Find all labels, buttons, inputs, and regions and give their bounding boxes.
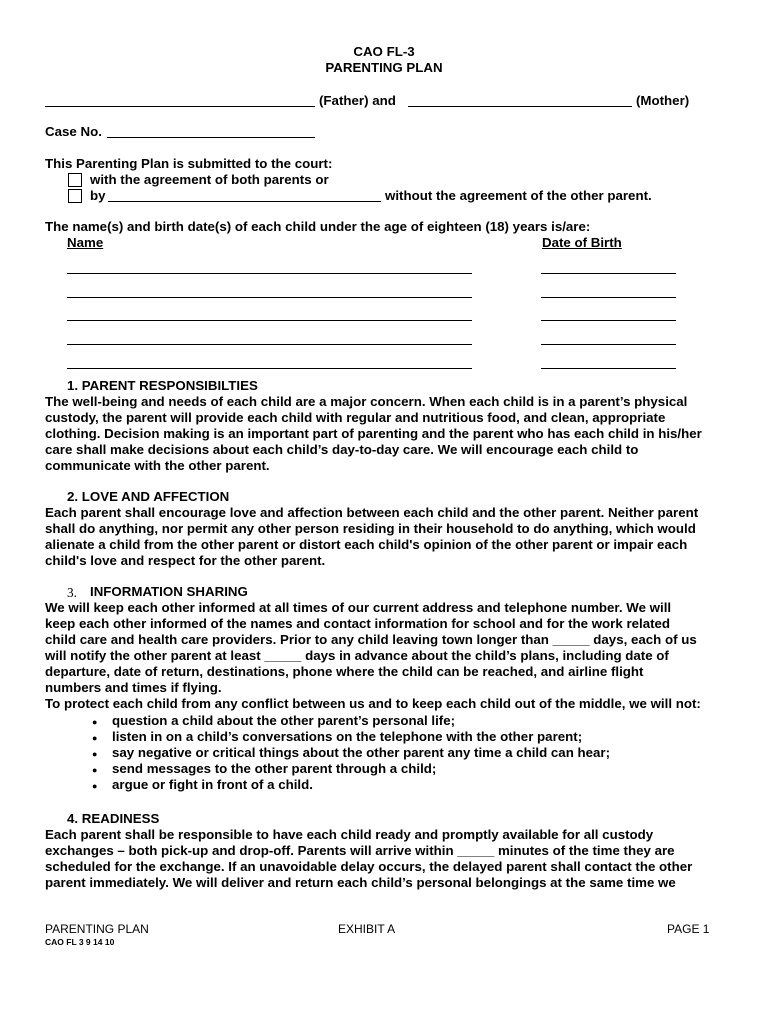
no-agreement-checkbox[interactable] <box>68 189 82 203</box>
mother-label: (Mother) <box>636 93 690 108</box>
submitting-parent-line[interactable] <box>108 201 381 202</box>
submission-intro: This Parenting Plan is submitted to the court: <box>45 156 333 171</box>
child-dob-line[interactable] <box>541 368 676 369</box>
page-title: PARENTING PLAN <box>325 60 443 75</box>
agreement-option-label: with the agreement of both parents or <box>90 172 329 187</box>
section-body: The well-being and needs of each child are a major concern. When each child is in a parent’s physical custody, the parent will provide each child with regular and nutritious food, and clean, appropriate clothing. Decision making is an important part of parenting and the parent who has each child in his/her care shall make decisions about each child’s day-to-day care. We will encourage each child to communicate with the other parent. <box>45 394 702 473</box>
section-number: 3. <box>67 585 77 600</box>
bullet-icon: ● <box>92 733 98 743</box>
section-body: Each parent shall encourage love and affection between each child and the other parent. Neither parent shall do anything, nor permit any other person residing in their household to do anything, which would alienate a child from the other parent or distort each child's opinion of the other parent or impair each child's love and respect for the other parent. <box>45 505 699 568</box>
list-item: listen in on a child’s conversations on the telephone with the other parent; <box>112 729 583 744</box>
case-number-line[interactable] <box>107 137 315 138</box>
case-number-label: Case No. <box>45 124 102 139</box>
list-item: send messages to the other parent through a child; <box>112 761 437 776</box>
agreement-checkbox[interactable] <box>68 173 82 187</box>
section-heading: 4. READINESS <box>67 811 160 826</box>
child-name-line[interactable] <box>67 297 472 298</box>
child-dob-line[interactable] <box>541 297 676 298</box>
mother-name-line[interactable] <box>408 106 632 107</box>
form-code: CAO FL-3 <box>353 44 415 59</box>
column-header-dob: Date of Birth <box>542 235 622 250</box>
section-heading: 1. PARENT RESPONSIBILTIES <box>67 378 258 393</box>
children-intro: The name(s) and birth date(s) of each child under the age of eighteen (18) years is/are: <box>45 219 591 234</box>
list-item: argue or fight in front of a child. <box>112 777 313 792</box>
section-body: We will keep each other informed at all times of our current address and telephone number. We will keep each other informed of the names and contact information for school and for the work related child care and health care providers. Prior to any child leaving town longer than _____ days, each of us will notify the other parent at least _____ days in advance about the child’s plans, including date of departure, date of return, destinations, phone where the child can be reached, and airline flight numbers and times if flying. To protect each child from any conflict between us and to keep each child out of the middle, we will not: <box>45 600 701 711</box>
page-number: PAGE 1 <box>667 922 710 936</box>
footer-form-code: CAO FL 3 9 14 10 <box>45 937 115 947</box>
father-name-line[interactable] <box>45 106 315 107</box>
child-name-line[interactable] <box>67 368 472 369</box>
child-dob-line[interactable] <box>541 320 676 321</box>
list-item: say negative or critical things about the other parent any time a child can hear; <box>112 745 611 760</box>
child-dob-line[interactable] <box>541 273 676 274</box>
child-name-line[interactable] <box>67 344 472 345</box>
child-name-line[interactable] <box>67 273 472 274</box>
child-dob-line[interactable] <box>541 344 676 345</box>
bullet-icon: ● <box>92 717 98 727</box>
footer-left: PARENTING PLAN <box>45 922 149 936</box>
bullet-icon: ● <box>92 781 98 791</box>
section-heading: INFORMATION SHARING <box>90 584 248 599</box>
bullet-icon: ● <box>92 765 98 775</box>
father-label: (Father) and <box>319 93 396 108</box>
footer-center: EXHIBIT A <box>338 922 396 936</box>
no-agreement-suffix: without the agreement of the other parent. <box>385 188 652 203</box>
child-name-line[interactable] <box>67 320 472 321</box>
bullet-icon: ● <box>92 749 98 759</box>
section-body: Each parent shall be responsible to have each child ready and promptly available for all custody exchanges – both pick-up and drop-off. Parents will arrive within _____ minutes of the time they are scheduled for the exchange. If an unavoidable delay occurs, the delayed parent shall contact the other parent immediately. We will deliver and return each child’s personal belongings at the same time we <box>45 827 693 890</box>
section-heading: 2. LOVE AND AFFECTION <box>67 489 230 504</box>
no-agreement-prefix: by <box>90 188 106 203</box>
column-header-name: Name <box>67 235 104 250</box>
list-item: question a child about the other parent’s personal life; <box>112 713 456 728</box>
